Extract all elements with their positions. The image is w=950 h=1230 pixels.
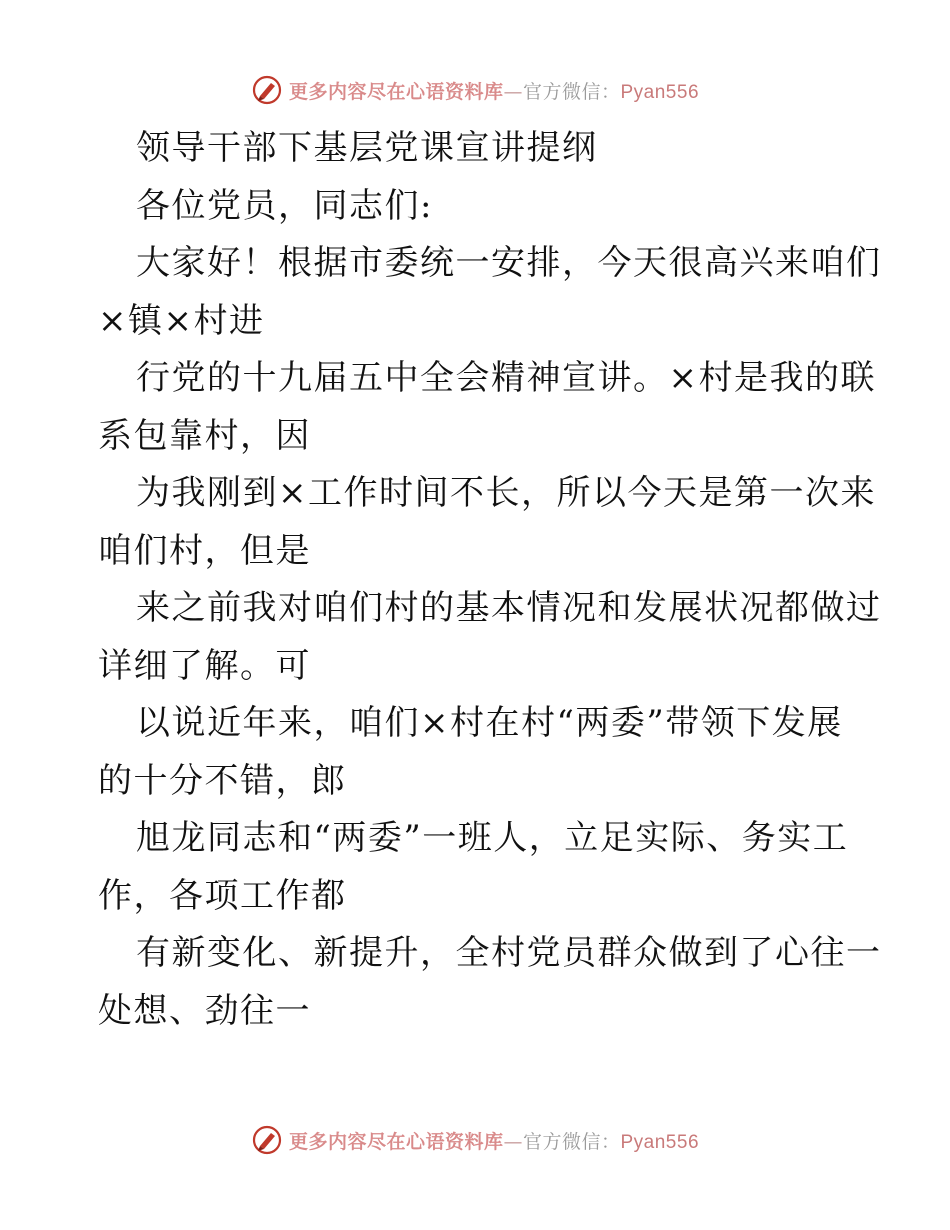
text-line: 的十分不错，郎 (98, 760, 347, 801)
text-line: 详细了解。可 (98, 645, 311, 686)
text-line: 为我刚到×工作时间不长，所以今天是第一次来 (136, 473, 876, 513)
watermark-wechat-id: Pyan556 (620, 81, 700, 103)
text-line: 咱们村，但是 (98, 530, 311, 571)
text-line: 处想、劲往一 (98, 990, 311, 1031)
watermark-header (0, 70, 950, 110)
text-line: 大家好！根据市委统一安排，今天很高兴来咱们 (136, 243, 882, 283)
watermark-text (289, 77, 699, 104)
text-line: ×镇×村进 (98, 300, 265, 341)
document-body (98, 120, 882, 1040)
text-line: 有新变化、新提升，全村党员群众做到了心往一 (136, 933, 882, 973)
watermark-label: 官方微信： (522, 80, 621, 103)
text-line: 领导干部下基层党课宣讲提纲 (136, 128, 598, 168)
text-line: 来之前我对咱们村的基本情况和发展状况都做过 (136, 588, 882, 628)
text-line: 作，各项工作都 (98, 875, 347, 916)
watermark-dash: — (503, 80, 523, 103)
watermark-brand: 更多内容尽在心语资料库 (288, 80, 504, 103)
text-line: 行党的十九届五中全会精神宣讲。×村是我的联 (136, 358, 876, 398)
text-line: 各位党员，同志们: (136, 185, 433, 226)
watermark-label: 官方微信： (522, 1130, 621, 1153)
watermark-footer (0, 1120, 950, 1160)
text-line: 旭龙同志和“两委”一班人，立足实际、务实工 (136, 818, 849, 858)
watermark-text (289, 1127, 699, 1154)
pen-logo-icon (251, 1124, 283, 1156)
text-line: 系包靠村，因 (98, 415, 311, 456)
text-line: 以说近年来，咱们×村在村“两委”带领下发展 (136, 703, 843, 743)
watermark-dash: — (503, 1130, 523, 1153)
watermark-wechat-id: Pyan556 (620, 1131, 700, 1153)
watermark-brand: 更多内容尽在心语资料库 (288, 1130, 504, 1153)
pen-logo-icon (251, 74, 283, 106)
